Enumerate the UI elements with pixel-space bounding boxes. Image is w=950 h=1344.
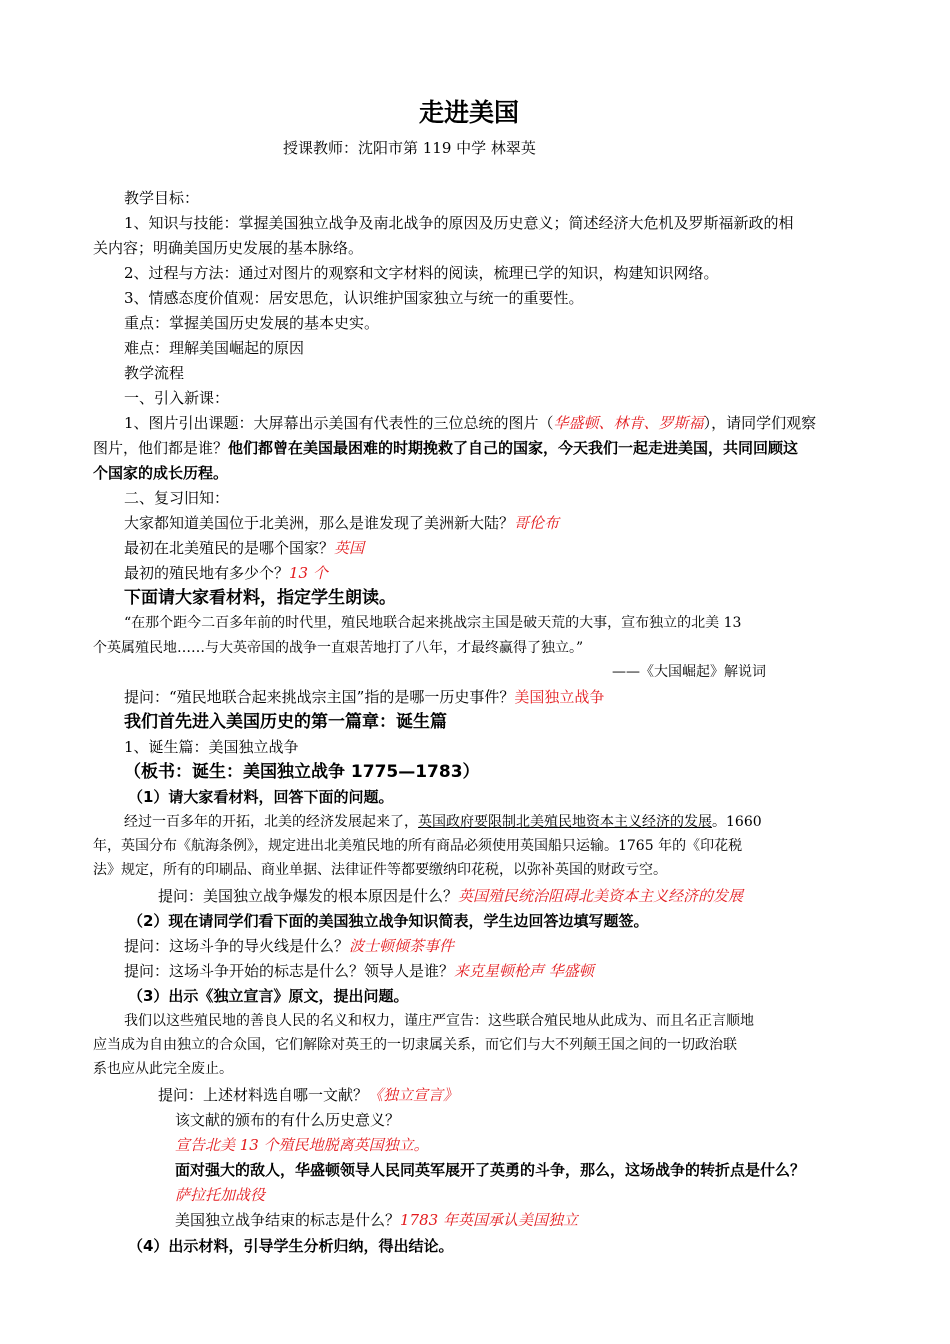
question-text: 大家都知道美国位于北美洲，那么是谁发现了美洲新大陆？: [124, 514, 515, 532]
question-text: 提问：上述材料选自哪一文献？: [158, 1086, 369, 1104]
board-note: （板书：诞生：美国独立战争 1775—1783）: [124, 762, 480, 782]
section1: 1、诞生篇：美国独立战争: [124, 738, 299, 756]
question-text: 最初的殖民地有多少个？: [124, 564, 290, 582]
answer-text: 美国独立战争: [514, 688, 605, 706]
answer-text: 哥伦布: [514, 514, 560, 532]
ask7-answer: 萨拉托加战役: [175, 1186, 266, 1204]
ask7: 面对强大的敌人，华盛顿领导人民同英军展开了英勇的斗争，那么，这场战争的转折点是什么？: [175, 1161, 806, 1179]
declaration-line3: 系也应从此完全废止。: [93, 1061, 233, 1077]
ask3: [124, 936, 454, 956]
step1: （1）请大家看材料，回答下面的问题。: [128, 788, 394, 806]
intro-text-c: 图片，他们都是谁？: [93, 439, 229, 457]
intro-line1: [124, 413, 816, 433]
intro-answer: 华盛顿、林肯、罗斯福: [553, 414, 704, 432]
ask8: [175, 1210, 578, 1230]
chapter-heading: 我们首先进入美国历史的第一篇章：诞生篇: [124, 712, 447, 732]
question-text: 美国独立战争结束的标志是什么？: [175, 1211, 401, 1229]
ask6-answer: 宣告北美 13 个殖民地脱离英国独立。: [175, 1136, 429, 1154]
review-heading: 二、复习旧知：: [124, 489, 230, 507]
read-heading: 下面请大家看材料，指定学生朗读。: [124, 588, 396, 608]
goal1-line1: 1、知识与技能：掌握美国独立战争及南北战争的原因及历史意义；简述经济大危机及罗斯福新政的相: [124, 214, 794, 232]
answer-text: 来克星顿枪声 华盛顿: [454, 962, 594, 980]
step4: （4）出示材料，引导学生分析归纳，得出结论。: [128, 1237, 454, 1255]
question-text: 提问：“殖民地联合起来挑战宗主国”指的是哪一历史事件？: [124, 688, 515, 706]
answer-text: 英国: [334, 539, 365, 557]
ask4: [124, 961, 594, 981]
key-point: 重点：掌握美国历史发展的基本史实。: [124, 314, 380, 332]
material1-line3: 法》规定，所有的印刷品、商业单据、法律证件等都要缴纳印花税，以弥补英国的财政亏空。: [93, 862, 667, 878]
ask5: [158, 1085, 458, 1105]
flow-heading: 教学流程: [124, 364, 185, 382]
goal2: 2、过程与方法：通过对图片的观察和文字材料的阅读，梳理已学的知识，构建知识网络。: [124, 264, 719, 282]
review-q2: [124, 538, 364, 558]
page-title: 走进美国: [419, 98, 520, 127]
material-text: 经过一百多年的开拓，北美的经济发展起来了，: [124, 814, 418, 830]
answer-text: 13 个: [289, 564, 328, 582]
quote-line2: 个英属殖民地……与大英帝国的战争一直艰苦地打了八年，才最终赢得了独立。”: [93, 640, 584, 656]
material1-line2: 年，英国分布《航海条例》，规定进出北美殖民地的所有商品必须使用英国船只运输。1765 年的《印花税: [93, 838, 743, 854]
question-text: 提问：这场斗争的导火线是什么？: [124, 937, 350, 955]
teacher-line: 授课教师：沈阳市第 119 中学 林翠英: [283, 139, 536, 157]
declaration-line1: 我们以这些殖民地的善良人民的名义和权力，谨庄严宣告：这些联合殖民地从此成为、而且名正言顺地: [124, 1013, 754, 1029]
intro-text-a: 1、图片引出课题：大屏幕出示美国有代表性的三位总统的图片（: [124, 414, 554, 432]
review-q3: [124, 563, 328, 583]
material-text: 。1660: [712, 814, 762, 830]
intro-line2: [93, 438, 798, 458]
step2: （2）现在请同学们看下面的美国独立战争知识简表，学生边回答边填写题签。: [128, 912, 649, 930]
answer-text: 波士顿倾茶事件: [349, 937, 455, 955]
quote-line1: “在那个距今二百多年前的时代里，殖民地联合起来挑战宗主国是破天荒的大事，宣布独立的北美 13: [124, 615, 742, 631]
difficulty: 难点：理解美国崛起的原因: [124, 339, 305, 357]
material-underlined: 英国政府要限制北美殖民地资本主义经济的发展: [418, 814, 712, 830]
ask6: 该文献的颁布的有什么历史意义？: [175, 1111, 401, 1129]
intro-bold-line2: 个国家的成长历程。: [93, 464, 229, 482]
material1-line1: [124, 812, 762, 832]
question-text: 提问：美国独立战争爆发的根本原因是什么？: [158, 887, 459, 905]
question-text: 提问：这场斗争开始的标志是什么？领导人是谁？: [124, 962, 455, 980]
answer-text: 1783 年英国承认美国独立: [400, 1211, 578, 1229]
intro-bold: 他们都曾在美国最困难的时期挽救了自己的国家，今天我们一起走进美国，共同回顾这: [228, 439, 799, 457]
goals-heading: 教学目标：: [124, 189, 200, 207]
ask2: [158, 886, 743, 906]
question-text: 最初在北美殖民的是哪个国家？: [124, 539, 335, 557]
intro-text-b: ），请同学们观察: [703, 414, 817, 432]
declaration-line2: 应当成为自由独立的合众国，它们解除对英王的一切隶属关系，而它们与大不列颠王国之间的一切政治联: [93, 1037, 737, 1053]
answer-text: 英国殖民统治阻碍北美资本主义经济的发展: [458, 887, 744, 905]
goal1-line2: 关内容；明确美国历史发展的基本脉络。: [93, 239, 364, 257]
intro-heading: 一、引入新课：: [124, 389, 230, 407]
review-q1: [124, 513, 559, 533]
step3: （3）出示《独立宣言》原文，提出问题。: [128, 987, 409, 1005]
goal3: 3、情感态度价值观：居安思危，认识维护国家独立与统一的重要性。: [124, 289, 584, 307]
quote-source: ——《大国崛起》解说词: [612, 664, 766, 680]
ask1: [124, 687, 604, 707]
answer-text: 《独立宣言》: [368, 1086, 459, 1104]
